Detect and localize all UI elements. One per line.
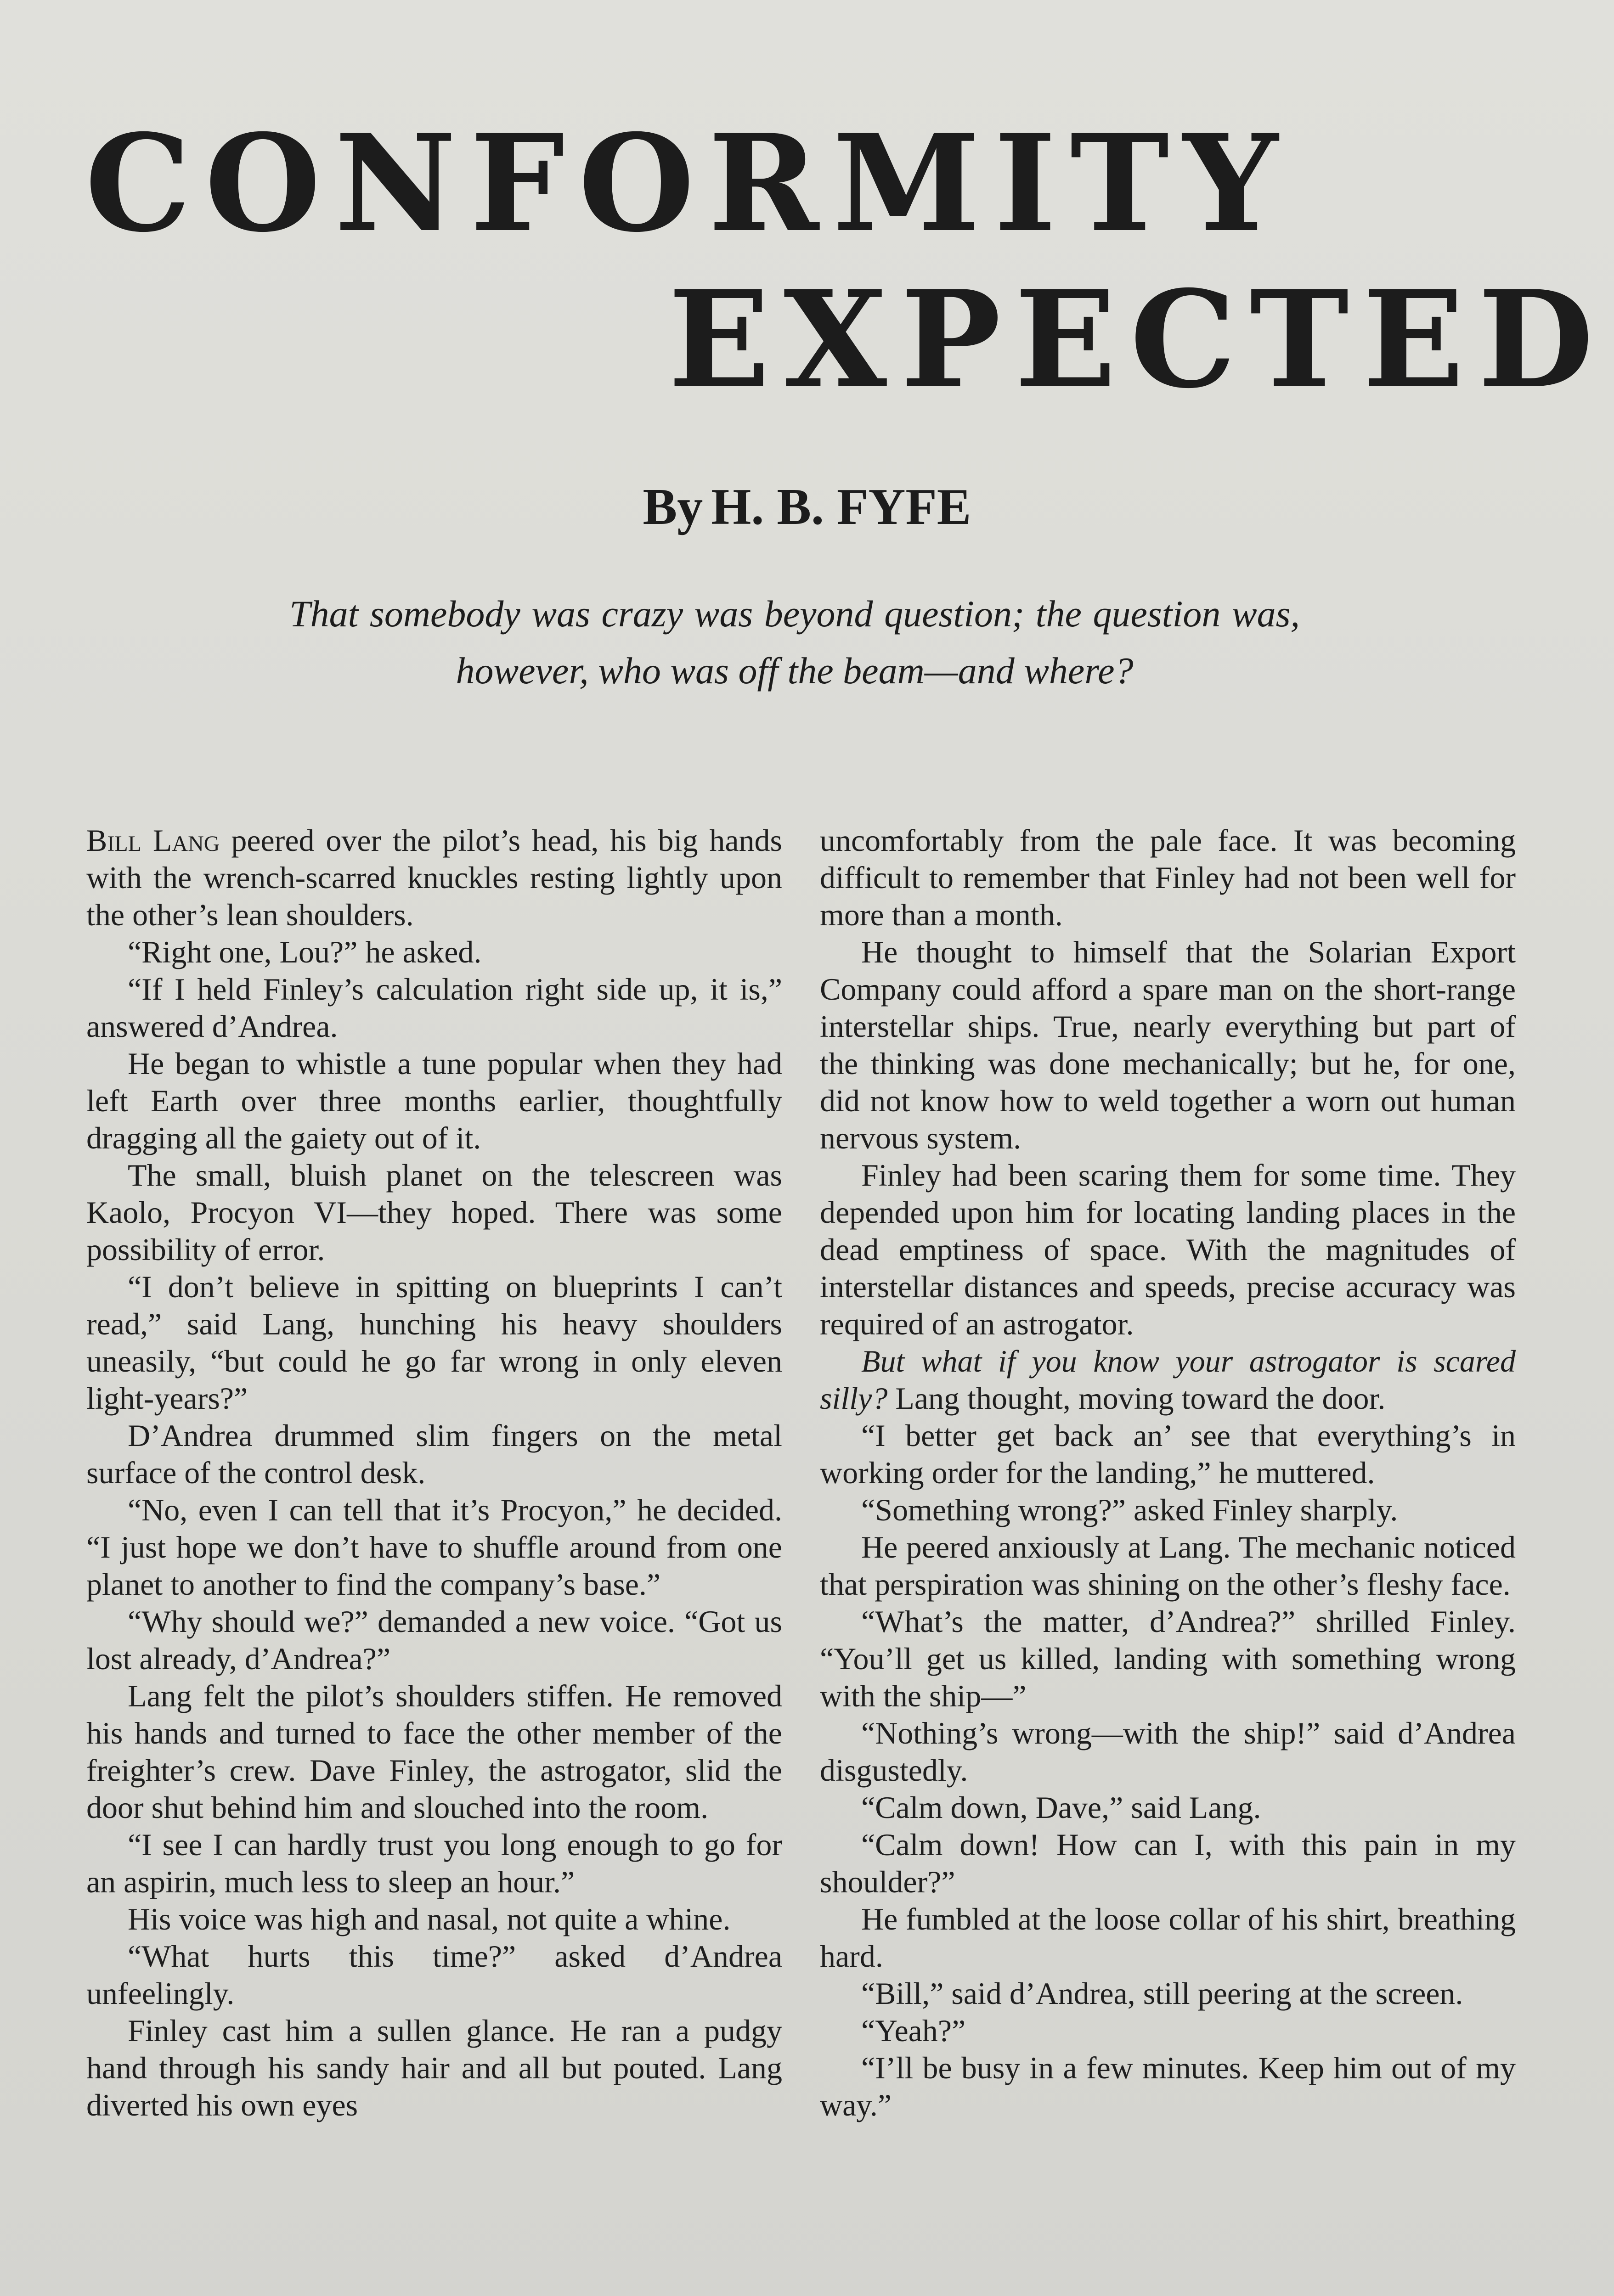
- right-text-column: [820, 822, 1516, 2124]
- story-title-line-1: CONFORMITY: [85, 106, 1292, 262]
- left-text-column: [86, 822, 782, 2124]
- paragraph: “What’s the matter, d’Andrea?” shrilled Finley. “You’ll get us killed, landing with something wrong with the ship—”: [820, 1604, 1516, 1713]
- paragraph: The small, bluish planet on the telescreen was Kaolo, Procyon VI—they hoped. There was some possibility of error.: [86, 1158, 782, 1267]
- story-title-line-2: EXPECTED: [668, 262, 1608, 418]
- paragraph: D’Andrea drummed slim fingers on the metal surface of the control desk.: [86, 1418, 782, 1490]
- paragraph: He began to whistle a tune popular when they had left Earth over three months earlier, thoughtfully dragging all the gaiety out of it.: [86, 1046, 782, 1155]
- paragraph: “What hurts this time?” asked d’Andrea unfeelingly.: [86, 1939, 782, 2011]
- paragraph: “Calm down, Dave,” said Lang.: [861, 1790, 1261, 1825]
- paragraph: “No, even I can tell that it’s Procyon,” he decided. “I just hope we don’t have to shuffle around from one planet to another to find the company’s base.”: [86, 1492, 782, 1602]
- italic-thought: But what if you know your astrogator is scared silly?: [820, 1344, 1516, 1416]
- paragraph: “Right one, Lou?” he asked.: [128, 934, 482, 969]
- paragraph: His voice was high and nasal, not quite a whine.: [128, 1902, 731, 1936]
- story-blurb: That somebody was crazy was beyond question; the question was, however, who was off the beam—and where?: [289, 593, 1300, 692]
- opening-text: peered over the pilot’s head, his big hands with the wrench-scarred knuckles resting lightly upon the other’s lean shoulders.: [86, 823, 782, 932]
- paragraph: “Something wrong?” asked Finley sharply.: [861, 1492, 1398, 1527]
- paragraph: “I see I can hardly trust you long enough to go for an aspirin, much less to sleep an hour.”: [86, 1827, 782, 1899]
- paragraph: He thought to himself that the Solarian Export Company could afford a spare man on the short-range interstellar ships. True, nearly everything but part of the thinking was done mechanically; but he, for one, did not know how to weld together a worn out human nervous system.: [820, 934, 1516, 1155]
- paragraph: Finley had been scaring them for some time. They depended upon him for locating landing places in the dead emptiness of space. With the magnitudes of interstellar distances and speeds, precise accuracy was required of an astrogator.: [820, 1158, 1516, 1341]
- continued-paragraph: uncomfortably from the pale face. It was becoming difficult to remember that Finley had not been well for more than a month.: [820, 823, 1516, 932]
- italic-thought-paragraph: [820, 1343, 1516, 1417]
- opening-smallcaps: Bill Lang: [86, 823, 220, 858]
- paragraph: Lang felt the pilot’s shoulders stiffen. He removed his hands and turned to face the other member of the freighter’s crew. Dave Finley, the astrogator, slid the door shut behind him and slouched into the room.: [86, 1678, 782, 1825]
- paragraph: “Yeah?”: [861, 2013, 966, 2048]
- paragraph: “Calm down! How can I, with this pain in my shoulder?”: [820, 1827, 1516, 1899]
- author-name: H. B. FYFE: [711, 478, 971, 535]
- paragraph: “I don’t believe in spitting on blueprints I can’t read,” said Lang, hunching his heavy shoulders uneasily, “but could he go far wrong in only eleven light-years?”: [86, 1269, 782, 1416]
- byline-prefix: By: [643, 478, 703, 535]
- paragraph: Finley cast him a sullen glance. He ran a pudgy hand through his sandy hair and all but pouted. Lang diverted his own eyes: [86, 2013, 782, 2122]
- paragraph: “Why should we?” demanded a new voice. “Got us lost already, d’Andrea?”: [86, 1604, 782, 1676]
- opening-paragraph: [86, 822, 782, 934]
- thought-continuation: Lang thought, moving toward the door.: [887, 1381, 1386, 1416]
- paragraph: “I’ll be busy in a few minutes. Keep him out of my way.”: [820, 2050, 1516, 2122]
- paragraph: He peered anxiously at Lang. The mechanic noticed that perspiration was shining on the other’s fleshy face.: [820, 1530, 1516, 1602]
- paragraph: “Bill,” said d’Andrea, still peering at the screen.: [861, 1976, 1463, 2011]
- paragraph: “Nothing’s wrong—with the ship!” said d’Andrea disgustedly.: [820, 1716, 1516, 1788]
- byline: [0, 478, 1614, 537]
- paragraph: He fumbled at the loose collar of his shirt, breathing hard.: [820, 1902, 1516, 1974]
- paragraph: “I better get back an’ see that everything’s in working order for the landing,” he muttered.: [820, 1418, 1516, 1490]
- paragraph: “If I held Finley’s calculation right side up, it is,” answered d’Andrea.: [86, 972, 782, 1044]
